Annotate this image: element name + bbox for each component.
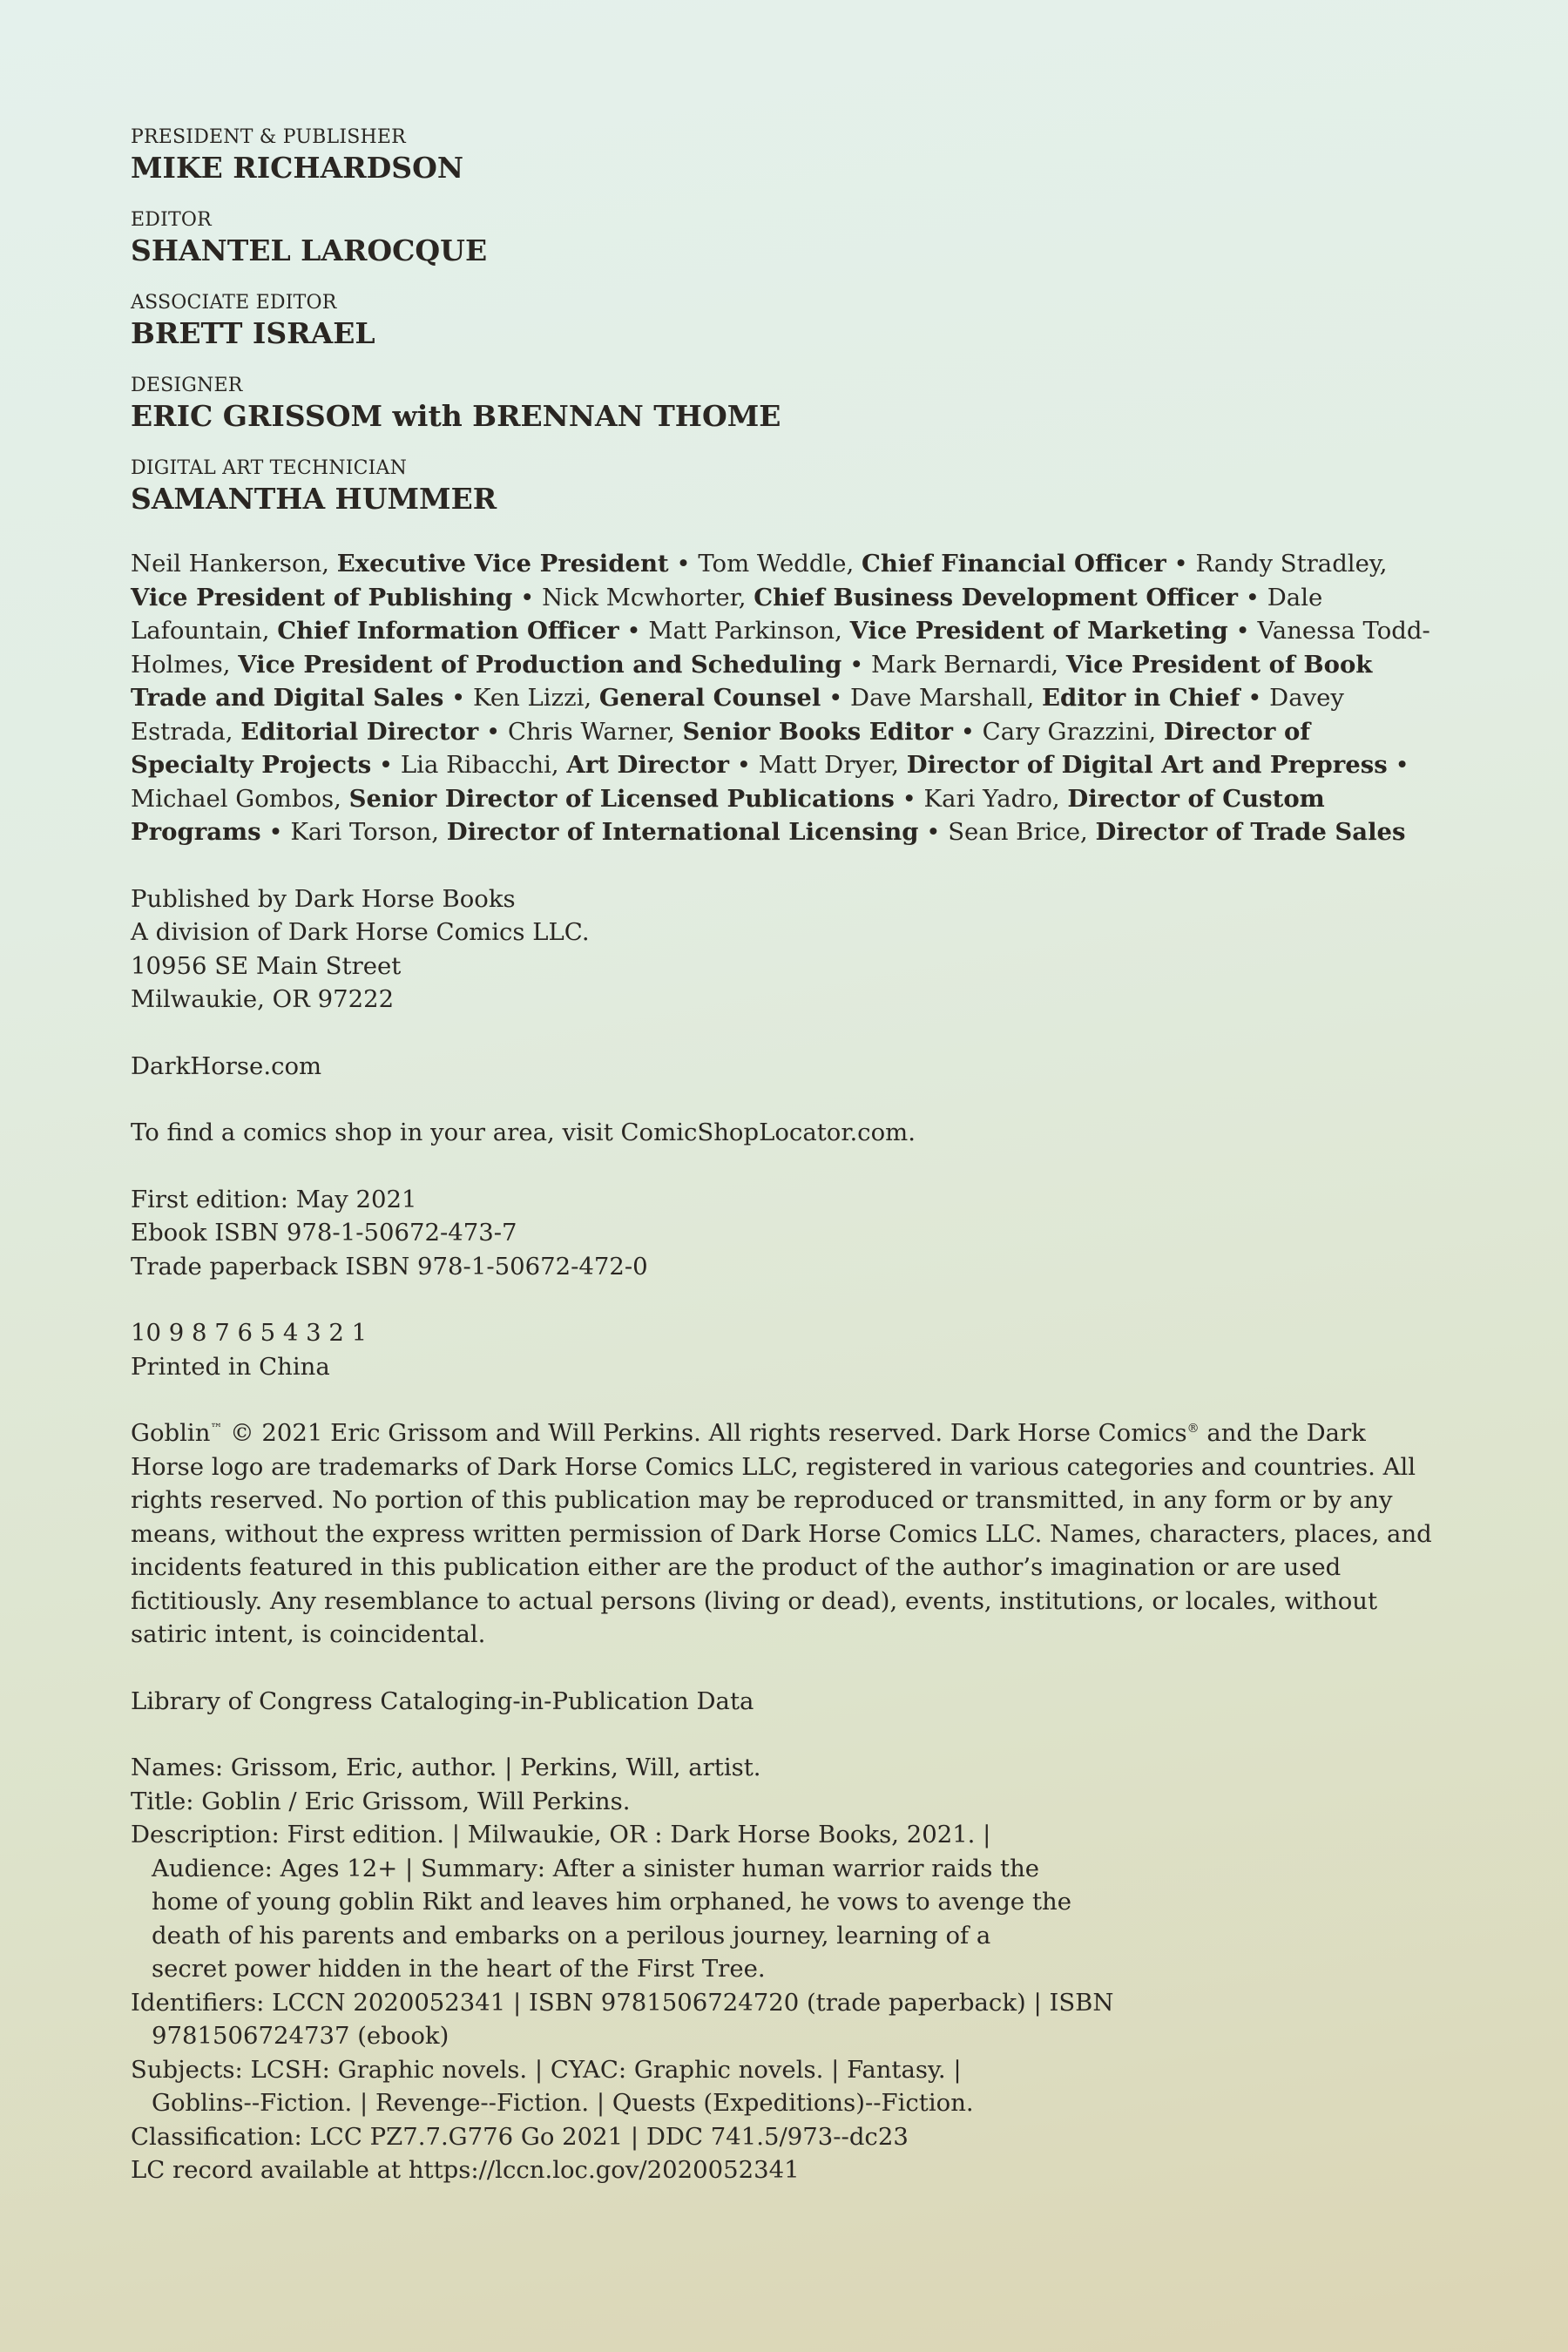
- cip-data: [131, 1751, 1437, 2187]
- staff-title: Director of Custom Programs: [131, 784, 1325, 846]
- credit-name: MIKE RICHARDSON: [131, 151, 463, 185]
- credit-name: ERIC GRISSOM with BRENNAN THOME: [131, 399, 781, 433]
- staff-person: • Tom Weddle,: [668, 550, 862, 578]
- staff-title: Vice President of Production and Scheduling: [238, 650, 842, 679]
- cip-line: Description: First edition. | Milwaukie, OR : Dark Horse Books, 2021. |: [131, 1821, 991, 1848]
- credit-name: BRETT ISRAEL: [131, 316, 375, 350]
- credit-role: DESIGNER: [131, 375, 243, 396]
- staff-person: • Matt Dryer,: [729, 751, 907, 779]
- cip-line: home of young goblin Rikt and leaves him orphaned, he vows to avenge the: [152, 1888, 1071, 1916]
- shop-locator-block: [131, 1116, 1437, 1150]
- credit-role: EDITOR: [131, 209, 212, 231]
- staff-person: • Lia Ribacchi,: [371, 751, 567, 779]
- printing-info: [131, 1316, 1437, 1383]
- publisher-line: 10956 SE Main Street: [131, 951, 402, 980]
- cip-line: 9781506724737 (ebook): [152, 2022, 449, 2050]
- staff-title: General Counsel: [598, 684, 821, 712]
- staff-title: Vice President of Publishing: [131, 583, 513, 612]
- staff-title: Chief Financial Officer: [861, 550, 1166, 578]
- paperback-isbn: Trade paperback ISBN 978-1-50672-472-0: [131, 1252, 648, 1281]
- shop-locator-text: To find a comics shop in your area, visit ComicShopLocator.com.: [131, 1119, 916, 1146]
- website-block: [131, 1050, 1437, 1084]
- staff-person: • Nick Mcwhorter,: [512, 583, 754, 612]
- cip-heading-block: [131, 1685, 1437, 1719]
- cip-line: death of his parents and embarks on a perilous journey, learning of a: [152, 1921, 991, 1950]
- credit-name: SHANTEL LAROCQUE: [131, 233, 488, 267]
- staff-title: Director of Trade Sales: [1095, 818, 1406, 846]
- cip-line: Audience: Ages 12+ | Summary: After a sinister human warrior raids the: [152, 1854, 1040, 1882]
- staff-title: Director of International Licensing: [446, 818, 919, 846]
- credit-role: ASSOCIATE EDITOR: [131, 292, 337, 314]
- staff-person: • Cary Grazzini,: [952, 717, 1164, 746]
- staff-person: • Randy Stradley,: [1166, 550, 1388, 578]
- publisher-line: Milwaukie, OR 97222: [131, 985, 395, 1013]
- cip-line: Title: Goblin / Eric Grissom, Will Perkins.: [131, 1787, 631, 1815]
- staff-list: [131, 547, 1437, 849]
- cip-line: Goblins--Fiction. | Revenge--Fiction. | Quests (Expeditions)--Fiction.: [152, 2089, 974, 2117]
- staff-title: Chief Business Development Officer: [754, 583, 1239, 612]
- registered-symbol: ®: [1186, 1421, 1200, 1436]
- staff-title: Vice President of Book Trade and Digital Sales: [131, 650, 1373, 712]
- staff-title: Editorial Director: [240, 717, 479, 746]
- staff-person: • Vanessa Todd-Holmes,: [131, 617, 1430, 679]
- copyright-text: and the Dark Horse logo are trademarks of Dark Horse Comics LLC, registered in various categories and countries. All rights reserved. No portion of this publication may be reproduced or transmitted, in any form or by any means, without the express written permission of Dark Horse Comics LLC. Names, characters, places, and incidents featured in this publication either are the product of the author’s imagination or are used fictitiously. Any resemblance to actual persons (living or dead), events, institutions, or locales, without satiric intent, is coincidental.: [131, 1419, 1432, 1648]
- copyright-text: © 2021 Eric Grissom and Will Perkins. All rights reserved. Dark Horse Comics: [222, 1419, 1187, 1447]
- book-title: Goblin: [131, 1419, 211, 1447]
- staff-person: • Michael Gombos,: [131, 751, 1409, 813]
- staff-person: • Chris Warner,: [478, 717, 683, 746]
- credit-president: [131, 125, 1437, 186]
- staff-person: • Davey Estrada,: [131, 684, 1344, 746]
- credit-editor: [131, 208, 1437, 269]
- staff-title: Editor in Chief: [1042, 684, 1240, 712]
- credit-role: DIGITAL ART TECHNICIAN: [131, 457, 408, 479]
- credit-designer: [131, 374, 1437, 435]
- staff-title: Director of Specialty Projects: [131, 717, 1311, 779]
- staff-person: • Kari Yadro,: [894, 784, 1068, 813]
- staff-title: Art Director: [566, 751, 730, 779]
- staff-person: • Matt Parkinson,: [618, 617, 850, 645]
- staff-person: • Sean Brice,: [918, 818, 1096, 846]
- cip-line: Classification: LCC PZ7.7.G776 Go 2021 | DDC 741.5/973--dc23: [131, 2122, 909, 2151]
- cip-heading: Library of Congress Cataloging-in-Publication Data: [131, 1686, 754, 1715]
- printed-in: Printed in China: [131, 1352, 330, 1381]
- staff-title: Vice President of Marketing: [849, 617, 1228, 645]
- staff-title: Director of Digital Art and Prepress: [906, 751, 1388, 779]
- edition-info: [131, 1183, 1437, 1284]
- staff-person: • Mark Bernardi,: [841, 650, 1066, 679]
- staff-title: Senior Director of Licensed Publications: [348, 784, 895, 813]
- printing-numbers: 10 9 8 7 6 5 4 3 2 1: [131, 1319, 368, 1347]
- cip-line: LC record available at https://lccn.loc.gov/2020052341: [131, 2156, 800, 2184]
- staff-title: Executive Vice President: [336, 550, 669, 578]
- trademark-symbol: ™: [210, 1421, 223, 1436]
- staff-title: Chief Information Officer: [277, 617, 619, 645]
- credit-name: SAMANTHA HUMMER: [131, 482, 497, 516]
- cip-line: Names: Grissom, Eric, author. | Perkins, Will, artist.: [131, 1754, 761, 1781]
- cip-line: Subjects: LCSH: Graphic novels. | CYAC: Graphic novels. | Fantasy. |: [131, 2055, 962, 2084]
- first-edition: First edition: May 2021: [131, 1185, 417, 1213]
- staff-person: • Ken Lizzi,: [443, 684, 599, 712]
- publisher-address: [131, 882, 1437, 1017]
- credit-associate-editor: [131, 291, 1437, 352]
- staff-person: Neil Hankerson,: [131, 550, 337, 578]
- website-text: DarkHorse.com: [131, 1051, 322, 1080]
- publisher-line: Published by Dark Horse Books: [131, 884, 516, 913]
- copyright-notice: [131, 1416, 1437, 1652]
- ebook-isbn: Ebook ISBN 978-1-50672-473-7: [131, 1219, 517, 1247]
- staff-title: Senior Books Editor: [682, 717, 953, 746]
- staff-person: • Kari Torson,: [260, 818, 447, 846]
- credit-role: PRESIDENT & PUBLISHER: [131, 126, 406, 148]
- cip-line: Identifiers: LCCN 2020052341 | ISBN 9781506724720 (trade paperback) | ISBN: [131, 1988, 1114, 2017]
- staff-person: • Dale Lafountain,: [131, 583, 1323, 645]
- publisher-line: A division of Dark Horse Comics LLC.: [131, 918, 590, 946]
- credit-digital-art-technician: [131, 456, 1437, 517]
- staff-person: • Dave Marshall,: [821, 684, 1043, 712]
- cip-line: secret power hidden in the heart of the First Tree.: [152, 1955, 766, 1983]
